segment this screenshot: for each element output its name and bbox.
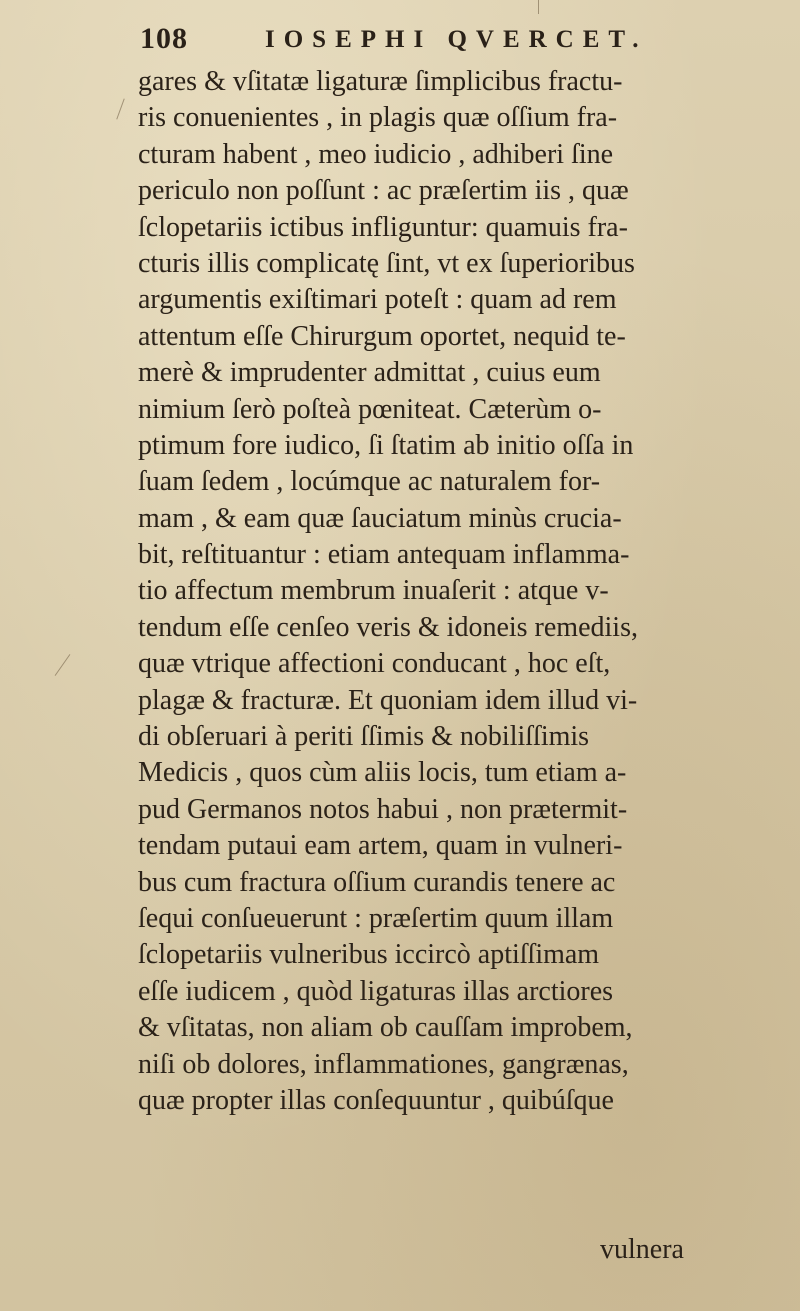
text-line: cturis illis complicatę ſint, vt ex ſuperioribus <box>138 247 635 279</box>
text-line: periculo non poſſunt : ac præſertim iis , quæ <box>138 175 629 207</box>
text-line: eſſe iudicem , quòd ligaturas illas arctiores <box>138 975 614 1007</box>
text-line: ptimum fore iudico, ſi ſtatim ab initio oſſa in <box>138 429 634 461</box>
margin-mark-left <box>116 98 124 119</box>
text-line: nimium ſerò poſteà pœniteat. Cæterùm o- <box>138 393 602 425</box>
text-line: ſuam ſedem , locúmque ac naturalem for- <box>138 466 601 498</box>
page-header <box>140 18 700 58</box>
text-line: tendum eſſe cenſeo veris & idoneis remediis, <box>138 611 638 643</box>
text-line: quæ propter illas conſequuntur , quibúſque <box>138 1084 614 1116</box>
text-line: gares & vſitatæ ligaturæ ſimplicibus fractu- <box>138 66 623 97</box>
text-line: di obſeruari à periti ſſimis & nobiliſſimis <box>138 721 590 753</box>
text-line: cturam habent , meo iudicio , adhiberi ſine <box>138 138 614 170</box>
page-number: 108 <box>140 22 188 55</box>
text-line: merè & imprudenter admittat , cuius eum <box>138 357 601 389</box>
text-line: tendam putaui eam artem, quam in vulneri- <box>138 830 623 862</box>
text-line: attentum eſſe Chirurgum oportet, nequid te- <box>138 320 626 352</box>
body-text <box>138 64 698 1119</box>
text-line: bus cum fractura oſſium curandis tenere ac <box>138 866 616 898</box>
text-line: quæ vtrique affectioni conducant , hoc eſt, <box>138 648 611 680</box>
text-line: Medicis , quos cùm aliis locis, tum etiam a- <box>138 757 627 789</box>
text-line: bit, reſtituantur : etiam antequam inflamma- <box>138 539 630 571</box>
margin-mark-left-lower <box>55 654 71 676</box>
text-line: ris conuenientes , in plagis quæ oſſium fra- <box>138 102 618 134</box>
text-line: & vſitatas, non aliam ob cauſſam improbem, <box>138 1012 633 1044</box>
text-line: ſclopetariis vulneribus iccircò aptiſſimam <box>138 939 600 971</box>
text-line: argumentis exiſtimari poteſt : quam ad rem <box>138 284 617 316</box>
text-line: ſequi conſueuerunt : præſertim quum illam <box>138 902 614 934</box>
catchword: vulnera <box>600 1234 684 1265</box>
text-line: plagæ & fracturæ. Et quoniam idem illud vi- <box>138 684 638 716</box>
text-line: ſclopetariis ictibus infliguntur: quamuis fra- <box>138 211 628 243</box>
margin-mark-top <box>538 0 539 14</box>
text-line: mam , & eam quæ ſauciatum minùs crucia- <box>138 502 622 534</box>
running-head: IOSEPHI QVERCET. <box>265 26 648 53</box>
text-line: pud Germanos notos habui , non prætermit- <box>138 793 628 825</box>
text-line: niſi ob dolores, inflammationes, gangrænas, <box>138 1048 629 1080</box>
text-line: tio affectum membrum inuaſerit : atque v- <box>138 575 609 607</box>
